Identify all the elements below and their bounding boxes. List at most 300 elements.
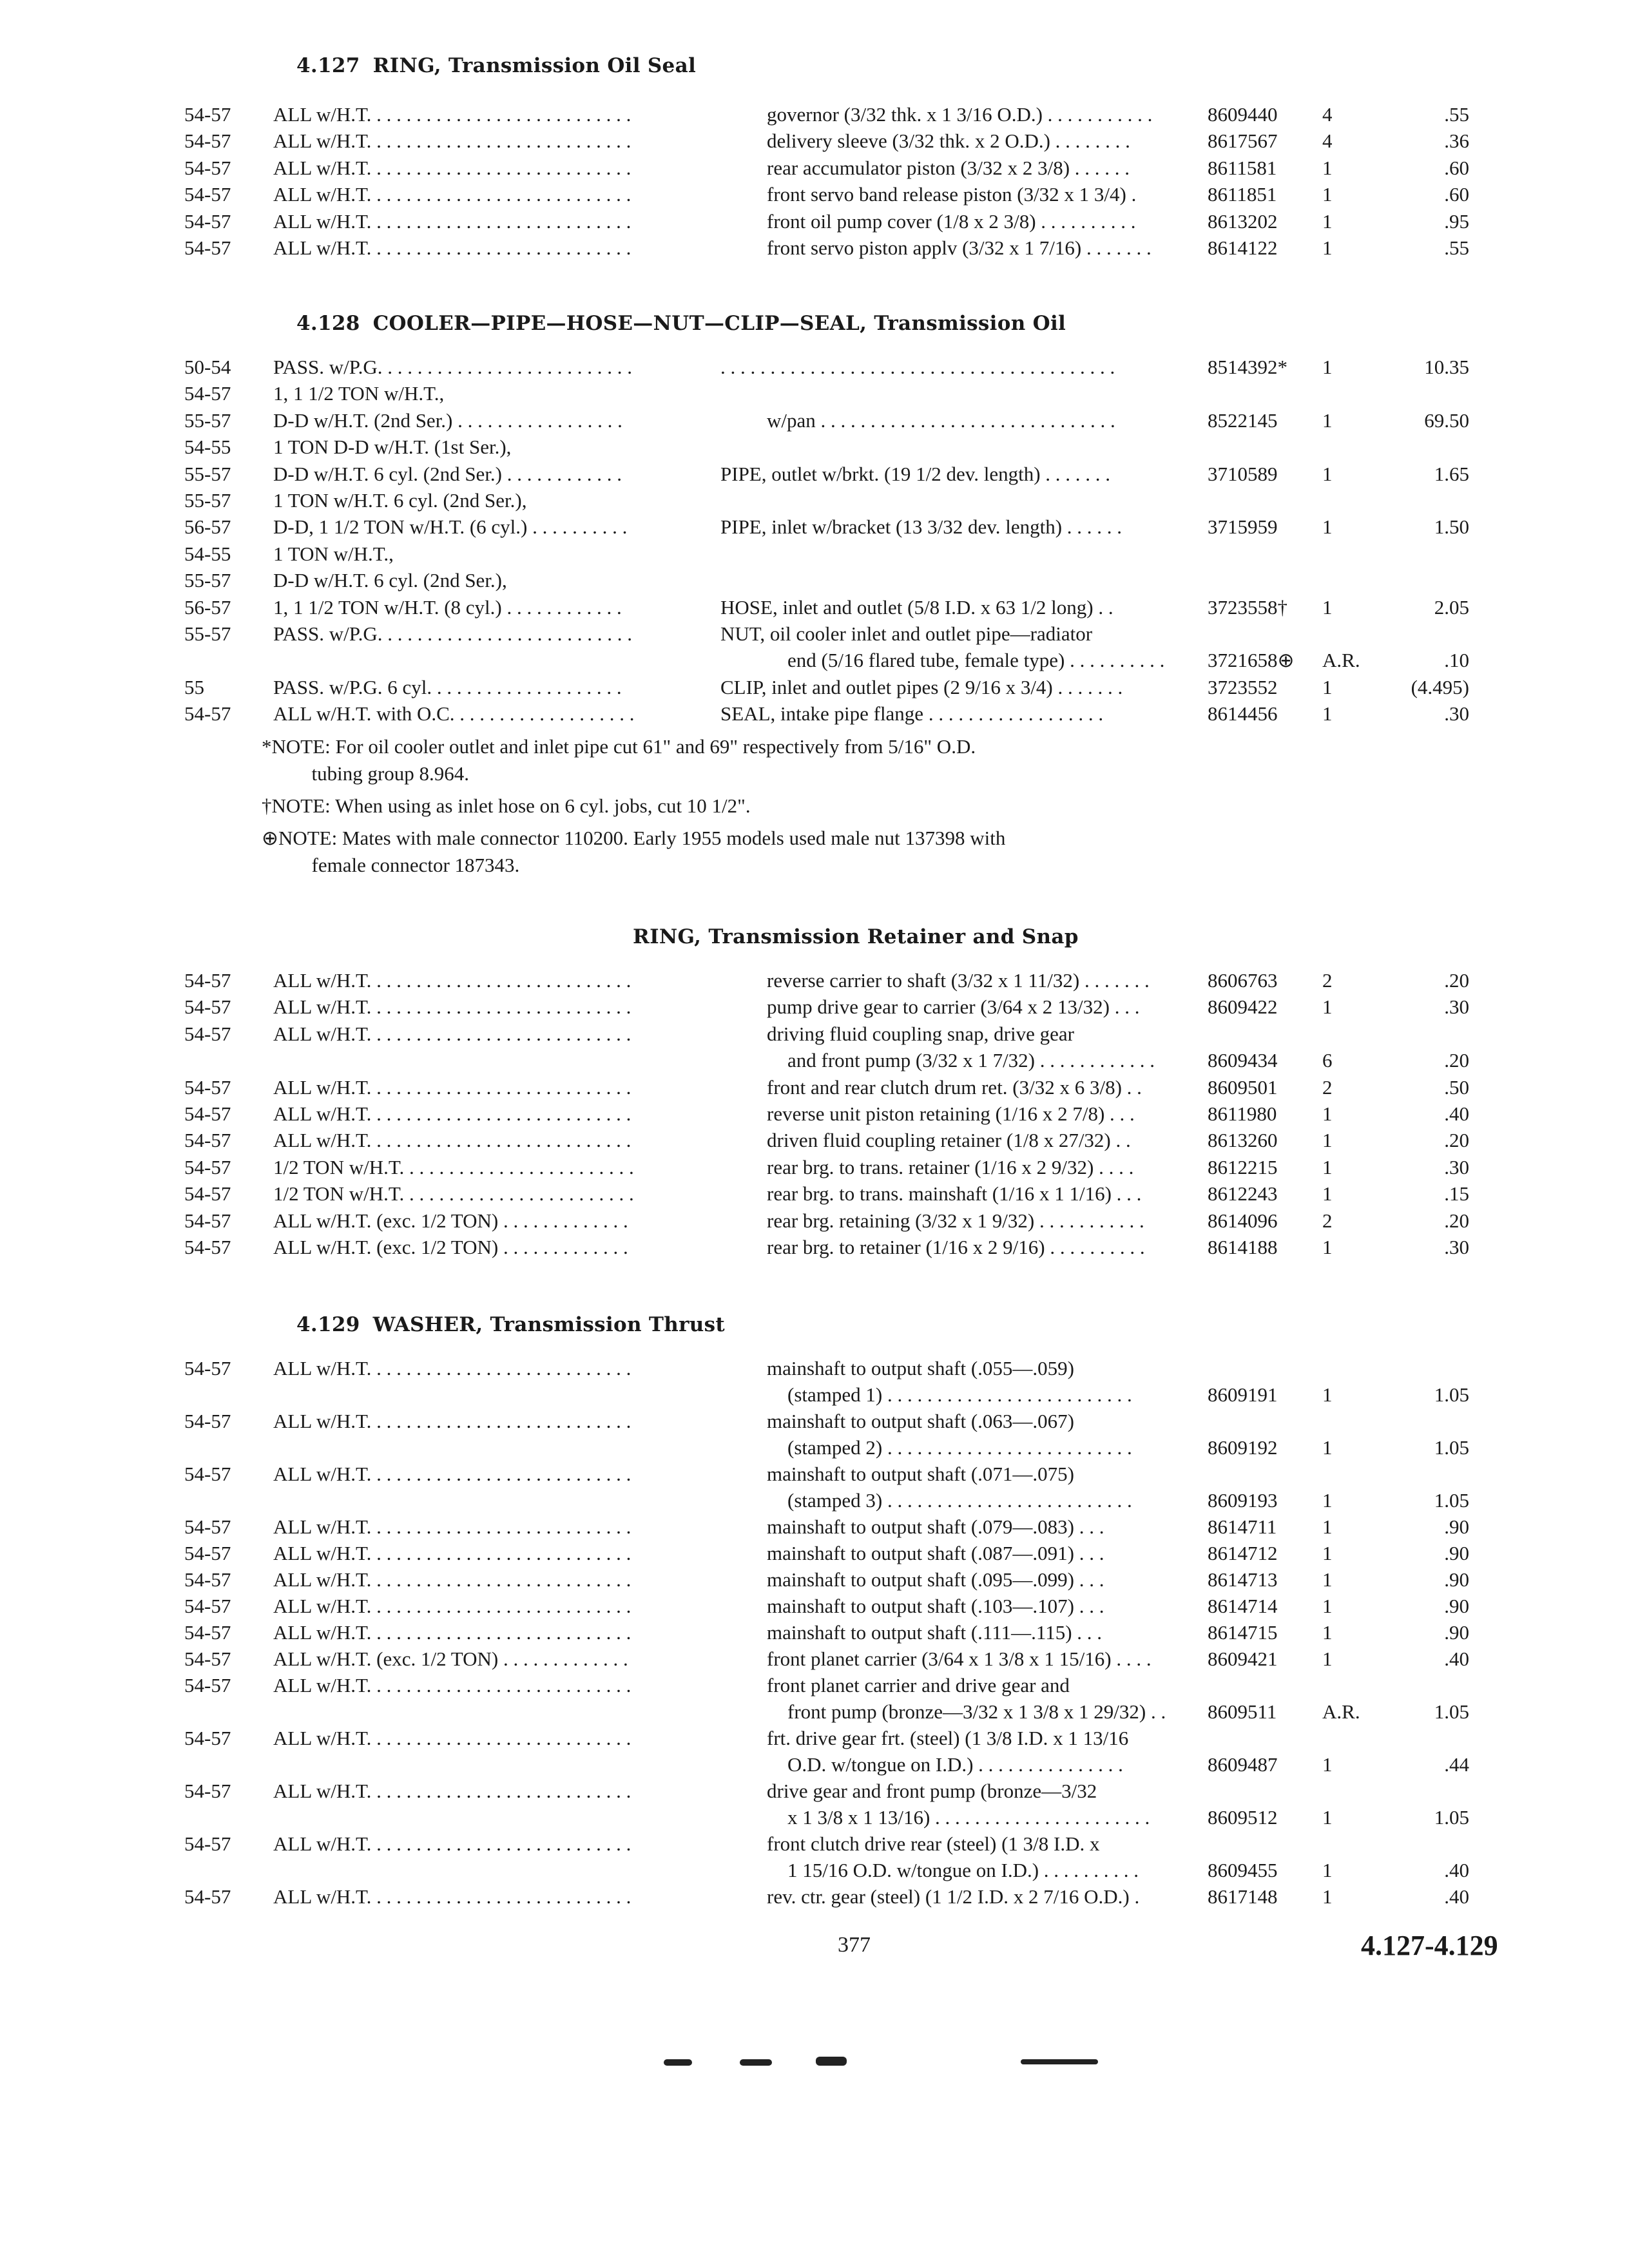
model-cell: ALL w/H.T. . . . . . . . . . . . . . . . . . . . . . . . . . .: [273, 1022, 631, 1045]
description-cell: PIPE, outlet w/brkt. (19 1/2 dev. length) . . . . . . .: [720, 462, 1111, 485]
scan-artifact: [664, 2059, 692, 2066]
part-number-cell: 8612243: [1208, 1182, 1278, 1206]
quantity-cell: 4: [1322, 103, 1333, 126]
quantity-cell: 1: [1322, 408, 1333, 432]
table-row: [0, 541, 1629, 567]
price-cell: .40: [1444, 1102, 1469, 1125]
price-cell: .40: [1444, 1648, 1469, 1670]
year-cell: 50-54: [184, 356, 231, 378]
quantity-cell: 1: [1322, 1489, 1333, 1512]
part-number-cell: 3723558†: [1208, 595, 1287, 619]
description-cell: front oil pump cover (1/8 x 2 3/8) . . . . . . . . . .: [767, 209, 1136, 233]
quantity-cell: 1: [1322, 675, 1333, 698]
part-number-cell: 8617567: [1208, 130, 1278, 153]
quantity-cell: 1: [1322, 462, 1333, 485]
table-row: [0, 1567, 1629, 1593]
model-cell: ALL w/H.T. . . . . . . . . . . . . . . . . . . . . . . . . . .: [273, 1075, 631, 1099]
year-cell: 54-57: [184, 969, 231, 992]
table-row: [0, 1356, 1629, 1381]
description-cell: reverse unit piston retaining (1/16 x 2 7/8) . . .: [767, 1102, 1135, 1125]
table-row: [0, 1021, 1629, 1047]
price-cell: 1.05: [1434, 1489, 1469, 1512]
quantity-cell: 2: [1322, 969, 1333, 992]
quantity-cell: 1: [1322, 183, 1333, 206]
price-cell: .55: [1444, 103, 1469, 126]
description-cell: rear brg. to trans. retainer (1/16 x 2 9/32) . . . .: [767, 1155, 1134, 1178]
part-number-cell: 8614712: [1208, 1542, 1278, 1564]
page-number: 377: [838, 1933, 871, 1957]
price-cell: .90: [1444, 1568, 1469, 1591]
year-cell: 55-57: [184, 462, 231, 485]
description-cell: mainshaft to output shaft (.087—.091) . . .: [767, 1542, 1104, 1564]
description-cell: governor (3/32 thk. x 1 3/16 O.D.) . . . . . . . . . . .: [767, 103, 1153, 126]
part-number-cell: 8611851: [1208, 183, 1277, 206]
part-number-cell: 8614096: [1208, 1209, 1278, 1232]
part-number-cell: 8609192: [1208, 1436, 1278, 1459]
part-number-cell: 8614715: [1208, 1621, 1278, 1644]
model-cell: D-D, 1 1/2 TON w/H.T. (6 cyl.) . . . . . . . . . .: [273, 515, 628, 539]
model-cell: ALL w/H.T. (exc. 1/2 TON) . . . . . . . . . . . . .: [273, 1648, 628, 1670]
table-row: [0, 102, 1629, 128]
description-cell: mainshaft to output shaft (.095—.099) . . .: [767, 1568, 1104, 1591]
table-row: [0, 1593, 1629, 1619]
quantity-cell: 1: [1322, 156, 1333, 179]
model-cell: 1/2 TON w/H.T. . . . . . . . . . . . . . . . . . . . . . . .: [273, 1182, 634, 1206]
year-cell: 54-57: [184, 236, 231, 259]
year-cell: 54-57: [184, 1410, 231, 1432]
description-cell: PIPE, inlet w/bracket (13 3/32 dev. length) . . . . . .: [720, 515, 1123, 539]
year-cell: 54-57: [184, 130, 231, 153]
part-number-cell: 8614122: [1208, 236, 1278, 259]
year-cell: 54-57: [184, 1648, 231, 1670]
description-cell: drive gear and front pump (bronze—3/32: [767, 1780, 1097, 1802]
year-cell: 54-57: [184, 1832, 231, 1855]
part-number-cell: 8609191: [1208, 1383, 1278, 1406]
price-cell: 1.65: [1434, 462, 1469, 485]
section-range: 4.127-4.129: [1361, 1930, 1498, 1961]
model-cell: ALL w/H.T. . . . . . . . . . . . . . . . . . . . . . . . . . .: [273, 1727, 631, 1749]
year-cell: 54-57: [184, 1515, 231, 1538]
model-cell: D-D w/H.T. 6 cyl. (2nd Ser.) . . . . . . . . . . . .: [273, 462, 622, 485]
year-cell: 54-57: [184, 1674, 231, 1696]
quantity-cell: 1: [1322, 1648, 1333, 1670]
part-number-cell: 8609512: [1208, 1806, 1278, 1829]
table-row: [0, 434, 1629, 460]
part-number-cell: 8617148: [1208, 1885, 1278, 1908]
year-cell: 56-57: [184, 515, 231, 539]
table-row: [0, 1805, 1629, 1831]
quantity-cell: 1: [1322, 1236, 1333, 1258]
quantity-cell: 1: [1322, 702, 1333, 726]
price-cell: .40: [1444, 1885, 1469, 1908]
model-cell: ALL w/H.T. . . . . . . . . . . . . . . . . . . . . . . . . . .: [273, 1542, 631, 1564]
quantity-cell: 1: [1322, 1595, 1333, 1617]
description-cell: (stamped 3) . . . . . . . . . . . . . . . . . . . . . . . . .: [787, 1489, 1132, 1512]
part-number-cell: 8522145: [1208, 408, 1278, 432]
description-cell: (stamped 2) . . . . . . . . . . . . . . . . . . . . . . . . .: [787, 1436, 1132, 1459]
price-cell: .30: [1444, 995, 1469, 1019]
table-row: [0, 1075, 1629, 1100]
model-cell: D-D w/H.T. (2nd Ser.) . . . . . . . . . . . . . . . . .: [273, 408, 622, 432]
year-cell: 54-57: [184, 1102, 231, 1125]
model-cell: ALL w/H.T. (exc. 1/2 TON) . . . . . . . . . . . . .: [273, 1236, 628, 1258]
table-row: [0, 461, 1629, 487]
table-row: [0, 1128, 1629, 1153]
year-cell: 54-57: [184, 702, 231, 726]
model-cell: ALL w/H.T. . . . . . . . . . . . . . . . . . . . . . . . . . .: [273, 1102, 631, 1125]
table-row: [0, 1752, 1629, 1778]
scan-artifact: [816, 2057, 847, 2066]
section-title: RING, Transmission Oil Seal: [372, 54, 697, 77]
description-cell: front servo band release piston (3/32 x 1 3/4) .: [767, 183, 1137, 206]
description-cell: mainshaft to output shaft (.063—.067): [767, 1410, 1074, 1432]
model-cell: ALL w/H.T. . . . . . . . . . . . . . . . . . . . . . . . . . .: [273, 1463, 631, 1485]
part-number-cell: 3710589: [1208, 462, 1278, 485]
price-cell: 2.05: [1434, 595, 1469, 619]
table-row: [0, 675, 1629, 700]
description-cell: front and rear clutch drum ret. (3/32 x 6 3/8) . .: [767, 1075, 1142, 1099]
model-cell: 1/2 TON w/H.T. . . . . . . . . . . . . . . . . . . . . . . .: [273, 1155, 634, 1178]
model-cell: D-D w/H.T. 6 cyl. (2nd Ser.),: [273, 569, 507, 592]
table-row: [0, 209, 1629, 235]
year-cell: 54-57: [184, 156, 231, 179]
table-row: [0, 1831, 1629, 1857]
model-cell: 1 TON w/H.T.,: [273, 542, 394, 565]
model-cell: ALL w/H.T. . . . . . . . . . . . . . . . . . . . . . . . . . .: [273, 156, 631, 179]
part-number-cell: 8609511: [1208, 1700, 1277, 1723]
table-row: [0, 1181, 1629, 1207]
table-row: [0, 648, 1629, 673]
quantity-cell: 1: [1322, 1806, 1333, 1829]
price-cell: (4.495): [1411, 675, 1469, 698]
quantity-cell: 1: [1322, 1383, 1333, 1406]
year-cell: 54-57: [184, 103, 231, 126]
description-cell: rear brg. to retainer (1/16 x 2 9/16) . . . . . . . . . .: [767, 1236, 1145, 1258]
year-cell: 54-57: [184, 1209, 231, 1232]
price-cell: .20: [1444, 1129, 1469, 1152]
part-number-cell: 8614188: [1208, 1236, 1278, 1258]
quantity-cell: 4: [1322, 130, 1333, 153]
part-number-cell: 8614713: [1208, 1568, 1278, 1591]
description-cell: front planet carrier (3/64 x 1 3/8 x 1 15/16) . . . .: [767, 1648, 1152, 1670]
model-cell: ALL w/H.T. . . . . . . . . . . . . . . . . . . . . . . . . . .: [273, 1410, 631, 1432]
table-row: [0, 1408, 1629, 1434]
description-cell: and front pump (3/32 x 1 7/32) . . . . . . . . . . . .: [787, 1049, 1155, 1072]
year-cell: 54-57: [184, 382, 231, 405]
model-cell: ALL w/H.T. . . . . . . . . . . . . . . . . . . . . . . . . . .: [273, 1885, 631, 1908]
price-cell: .90: [1444, 1595, 1469, 1617]
description-cell: NUT, oil cooler inlet and outlet pipe—radiator: [720, 622, 1093, 645]
quantity-cell: 1: [1322, 236, 1333, 259]
description-cell: reverse carrier to shaft (3/32 x 1 11/32) . . . . . . .: [767, 969, 1150, 992]
description-cell: O.D. w/tongue on I.D.) . . . . . . . . . . . . . . .: [787, 1753, 1123, 1776]
quantity-cell: 1: [1322, 356, 1333, 378]
quantity-cell: 1: [1322, 1753, 1333, 1776]
part-number-cell: 8614456: [1208, 702, 1278, 726]
price-cell: .90: [1444, 1542, 1469, 1564]
section-heading: [296, 54, 696, 77]
table-row: [0, 235, 1629, 261]
table-row: [0, 1673, 1629, 1698]
section-heading: [633, 925, 1079, 948]
price-cell: .30: [1444, 1236, 1469, 1258]
description-cell: rear brg. retaining (3/32 x 1 9/32) . . . . . . . . . . .: [767, 1209, 1144, 1232]
part-number-cell: 8613202: [1208, 209, 1278, 233]
description-cell: x 1 3/8 x 1 13/16) . . . . . . . . . . . . . . . . . . . . . .: [787, 1806, 1150, 1829]
table-row: [0, 1101, 1629, 1127]
model-cell: ALL w/H.T. . . . . . . . . . . . . . . . . . . . . . . . . . .: [273, 103, 631, 126]
description-cell: HOSE, inlet and outlet (5/8 I.D. x 63 1/2 long) . .: [720, 595, 1113, 619]
table-row: [0, 1155, 1629, 1180]
model-cell: ALL w/H.T. . . . . . . . . . . . . . . . . . . . . . . . . . .: [273, 1621, 631, 1644]
quantity-cell: 1: [1322, 1859, 1333, 1881]
description-cell: (stamped 1) . . . . . . . . . . . . . . . . . . . . . . . . .: [787, 1383, 1132, 1406]
part-number-cell: 3715959: [1208, 515, 1278, 539]
section-heading: [296, 312, 1066, 335]
model-cell: ALL w/H.T. . . . . . . . . . . . . . . . . . . . . . . . . . .: [273, 1832, 631, 1855]
quantity-cell: 1: [1322, 995, 1333, 1019]
year-cell: 54-55: [184, 436, 231, 459]
description-cell: SEAL, intake pipe flange . . . . . . . . . . . . . . . . . .: [720, 702, 1104, 726]
quantity-cell: 1: [1322, 1155, 1333, 1178]
description-cell: rev. ctr. gear (steel) (1 1/2 I.D. x 2 7/16 O.D.) .: [767, 1885, 1140, 1908]
table-row: [0, 1488, 1629, 1514]
description-cell: front planet carrier and drive gear and: [767, 1674, 1070, 1696]
note: ⊕NOTE: Mates with male connector 110200. Early 1955 models used male nut 137398 with female connector 187343.: [262, 827, 1006, 876]
year-cell: 54-57: [184, 1182, 231, 1206]
quantity-cell: 1: [1322, 1515, 1333, 1538]
price-cell: .30: [1444, 1155, 1469, 1178]
quantity-cell: 1: [1322, 1885, 1333, 1908]
model-cell: ALL w/H.T. . . . . . . . . . . . . . . . . . . . . . . . . . .: [273, 1357, 631, 1379]
table-row: [0, 408, 1629, 434]
year-cell: 54-57: [184, 183, 231, 206]
quantity-cell: 1: [1322, 1129, 1333, 1152]
section-number: 4.127: [296, 54, 360, 77]
part-number-cell: 8609434: [1208, 1049, 1278, 1072]
model-cell: ALL w/H.T. . . . . . . . . . . . . . . . . . . . . . . . . . .: [273, 209, 631, 233]
year-cell: 55: [184, 675, 204, 698]
table-row: [0, 994, 1629, 1020]
quantity-cell: 1: [1322, 595, 1333, 619]
price-cell: .60: [1444, 156, 1469, 179]
model-cell: 1, 1 1/2 TON w/H.T. (8 cyl.) . . . . . . . . . . . .: [273, 595, 622, 619]
description-cell: end (5/16 flared tube, female type) . . . . . . . . . .: [787, 649, 1165, 672]
table-row: [0, 1541, 1629, 1566]
year-cell: 55-57: [184, 622, 231, 645]
price-cell: .20: [1444, 1209, 1469, 1232]
quantity-cell: 1: [1322, 1568, 1333, 1591]
price-cell: .90: [1444, 1621, 1469, 1644]
section-number: 4.129: [296, 1313, 360, 1336]
price-cell: .44: [1444, 1753, 1469, 1776]
year-cell: 54-57: [184, 1542, 231, 1564]
price-cell: 1.05: [1434, 1700, 1469, 1723]
part-number-cell: 8613260: [1208, 1129, 1278, 1152]
year-cell: 54-57: [184, 1727, 231, 1749]
description-cell: mainshaft to output shaft (.111—.115) . . .: [767, 1621, 1103, 1644]
table-row: [0, 354, 1629, 380]
table-row: [0, 568, 1629, 593]
year-cell: 55-57: [184, 489, 231, 512]
note: *NOTE: For oil cooler outlet and inlet pipe cut 61" and 69" respectively from 5/16" O.D. tubing group 8.964.: [262, 735, 976, 785]
price-cell: 69.50: [1424, 408, 1469, 432]
model-cell: ALL w/H.T. . . . . . . . . . . . . . . . . . . . . . . . . . .: [273, 1129, 631, 1152]
table-row: [0, 1208, 1629, 1234]
description-cell: mainshaft to output shaft (.103—.107) . . .: [767, 1595, 1104, 1617]
table-row: [0, 1620, 1629, 1646]
price-cell: .40: [1444, 1859, 1469, 1881]
section-title: COOLER—PIPE—HOSE—NUT—CLIP—SEAL, Transmission Oil: [372, 312, 1066, 335]
part-number-cell: 8609193: [1208, 1489, 1278, 1512]
year-cell: 54-57: [184, 1780, 231, 1802]
description-cell: mainshaft to output shaft (.071—.075): [767, 1463, 1074, 1485]
quantity-cell: 1: [1322, 1182, 1333, 1206]
table-row: [0, 381, 1629, 407]
price-cell: .30: [1444, 702, 1469, 726]
quantity-cell: 1: [1322, 1621, 1333, 1644]
price-cell: .20: [1444, 1049, 1469, 1072]
part-number-cell: 8514392*: [1208, 356, 1287, 378]
description-cell: front servo piston applv (3/32 x 1 7/16) . . . . . . .: [767, 236, 1152, 259]
description-cell: rear accumulator piston (3/32 x 2 3/8) . . . . . .: [767, 156, 1130, 179]
note: †NOTE: When using as inlet hose on 6 cyl. jobs, cut 10 1/2".: [262, 794, 751, 817]
quantity-cell: 1: [1322, 1436, 1333, 1459]
price-cell: .55: [1444, 236, 1469, 259]
table-row: [0, 1048, 1629, 1073]
price-cell: .90: [1444, 1515, 1469, 1538]
part-number-cell: 8614714: [1208, 1595, 1278, 1617]
table-row: [0, 1435, 1629, 1461]
quantity-cell: 1: [1322, 1102, 1333, 1125]
price-cell: 1.05: [1434, 1383, 1469, 1406]
table-row: [0, 1461, 1629, 1487]
description-cell: front pump (bronze—3/32 x 1 3/8 x 1 29/32) . .: [787, 1700, 1166, 1723]
model-cell: ALL w/H.T. (exc. 1/2 TON) . . . . . . . . . . . . .: [273, 1209, 628, 1232]
price-cell: 1.50: [1434, 515, 1469, 539]
model-cell: ALL w/H.T. . . . . . . . . . . . . . . . . . . . . . . . . . .: [273, 1515, 631, 1538]
table-row: [0, 1778, 1629, 1804]
model-cell: ALL w/H.T. . . . . . . . . . . . . . . . . . . . . . . . . . .: [273, 183, 631, 206]
price-cell: .15: [1444, 1182, 1469, 1206]
part-number-cell: 8612215: [1208, 1155, 1278, 1178]
part-number-cell: 8611980: [1208, 1102, 1277, 1125]
year-cell: 54-57: [184, 1357, 231, 1379]
year-cell: 54-57: [184, 1075, 231, 1099]
quantity-cell: 1: [1322, 515, 1333, 539]
year-cell: 54-57: [184, 1022, 231, 1045]
price-cell: 1.05: [1434, 1436, 1469, 1459]
part-number-cell: 3721658⊕: [1208, 649, 1295, 672]
table-row: [0, 1858, 1629, 1883]
notes-block: [262, 733, 1202, 884]
year-cell: 54-57: [184, 1463, 231, 1485]
year-cell: 54-57: [184, 1568, 231, 1591]
year-cell: 54-57: [184, 1595, 231, 1617]
model-cell: ALL w/H.T. . . . . . . . . . . . . . . . . . . . . . . . . . .: [273, 1674, 631, 1696]
quantity-cell: 1: [1322, 209, 1333, 233]
description-cell: w/pan . . . . . . . . . . . . . . . . . . . . . . . . . . . . . .: [767, 408, 1115, 432]
quantity-cell: 2: [1322, 1075, 1333, 1099]
part-number-cell: 8611581: [1208, 156, 1277, 179]
price-cell: .60: [1444, 183, 1469, 206]
part-number-cell: 8614711: [1208, 1515, 1277, 1538]
table-row: [0, 621, 1629, 647]
description-cell: CLIP, inlet and outlet pipes (2 9/16 x 3/4) . . . . . . .: [720, 675, 1123, 698]
year-cell: 55-57: [184, 408, 231, 432]
model-cell: 1 TON w/H.T. 6 cyl. (2nd Ser.),: [273, 489, 527, 512]
model-cell: ALL w/H.T. . . . . . . . . . . . . . . . . . . . . . . . . . .: [273, 236, 631, 259]
price-cell: .20: [1444, 969, 1469, 992]
table-row: [0, 155, 1629, 181]
table-row: [0, 1514, 1629, 1540]
table-row: [0, 968, 1629, 994]
description-cell: driven fluid coupling retainer (1/8 x 27/32) . .: [767, 1129, 1131, 1152]
description-cell: 1 15/16 O.D. w/tongue on I.D.) . . . . . . . . . .: [787, 1859, 1139, 1881]
part-number-cell: 8609455: [1208, 1859, 1278, 1881]
year-cell: 54-57: [184, 1129, 231, 1152]
quantity-cell: 1: [1322, 1542, 1333, 1564]
model-cell: PASS. w/P.G. . . . . . . . . . . . . . . . . . . . . . . . . .: [273, 356, 632, 378]
part-number-cell: 8606763: [1208, 969, 1278, 992]
table-row: [0, 1699, 1629, 1725]
section-title: RING, Transmission Retainer and Snap: [633, 925, 1079, 948]
year-cell: 54-55: [184, 542, 231, 565]
quantity-cell: A.R.: [1322, 1700, 1360, 1723]
table-row: [0, 514, 1629, 540]
table-row: [0, 128, 1629, 154]
part-number-cell: 8609421: [1208, 1648, 1278, 1670]
price-cell: 1.05: [1434, 1806, 1469, 1829]
scan-artifact: [1021, 2059, 1098, 2064]
model-cell: ALL w/H.T. with O.C. . . . . . . . . . . . . . . . . . .: [273, 702, 635, 726]
year-cell: 54-57: [184, 1155, 231, 1178]
table-row: [0, 1884, 1629, 1910]
section-heading: [296, 1313, 725, 1336]
part-number-cell: 8609501: [1208, 1075, 1278, 1099]
table-row: [0, 595, 1629, 620]
quantity-cell: 6: [1322, 1049, 1333, 1072]
model-cell: ALL w/H.T. . . . . . . . . . . . . . . . . . . . . . . . . . .: [273, 1780, 631, 1802]
price-cell: .36: [1444, 130, 1469, 153]
price-cell: .95: [1444, 209, 1469, 233]
year-cell: 54-57: [184, 1885, 231, 1908]
table-row: [0, 1646, 1629, 1672]
description-cell: delivery sleeve (3/32 thk. x 2 O.D.) . . . . . . . .: [767, 130, 1130, 153]
table-row: [0, 182, 1629, 207]
description-cell: mainshaft to output shaft (.079—.083) . . .: [767, 1515, 1104, 1538]
description-cell: driving fluid coupling snap, drive gear: [767, 1022, 1074, 1045]
model-cell: ALL w/H.T. . . . . . . . . . . . . . . . . . . . . . . . . . .: [273, 130, 631, 153]
table-row: [0, 1382, 1629, 1408]
quantity-cell: 2: [1322, 1209, 1333, 1232]
quantity-cell: A.R.: [1322, 649, 1360, 672]
section-title: WASHER, Transmission Thrust: [372, 1313, 725, 1336]
year-cell: 54-57: [184, 209, 231, 233]
description-cell: mainshaft to output shaft (.055—.059): [767, 1357, 1074, 1379]
part-number-cell: 8609487: [1208, 1753, 1278, 1776]
section-number: 4.128: [296, 312, 360, 335]
description-cell: rear brg. to trans. mainshaft (1/16 x 1 1/16) . . .: [767, 1182, 1142, 1206]
year-cell: 54-57: [184, 1236, 231, 1258]
description-cell: pump drive gear to carrier (3/64 x 2 13/32) . . .: [767, 995, 1140, 1019]
description-cell: . . . . . . . . . . . . . . . . . . . . . . . . . . . . . . . . . . . . . . . .: [720, 356, 1115, 378]
part-number-cell: 8609422: [1208, 995, 1278, 1019]
table-row: [0, 701, 1629, 727]
scan-artifact: [740, 2059, 772, 2066]
model-cell: 1 TON D-D w/H.T. (1st Ser.),: [273, 436, 512, 459]
table-row: [0, 488, 1629, 514]
